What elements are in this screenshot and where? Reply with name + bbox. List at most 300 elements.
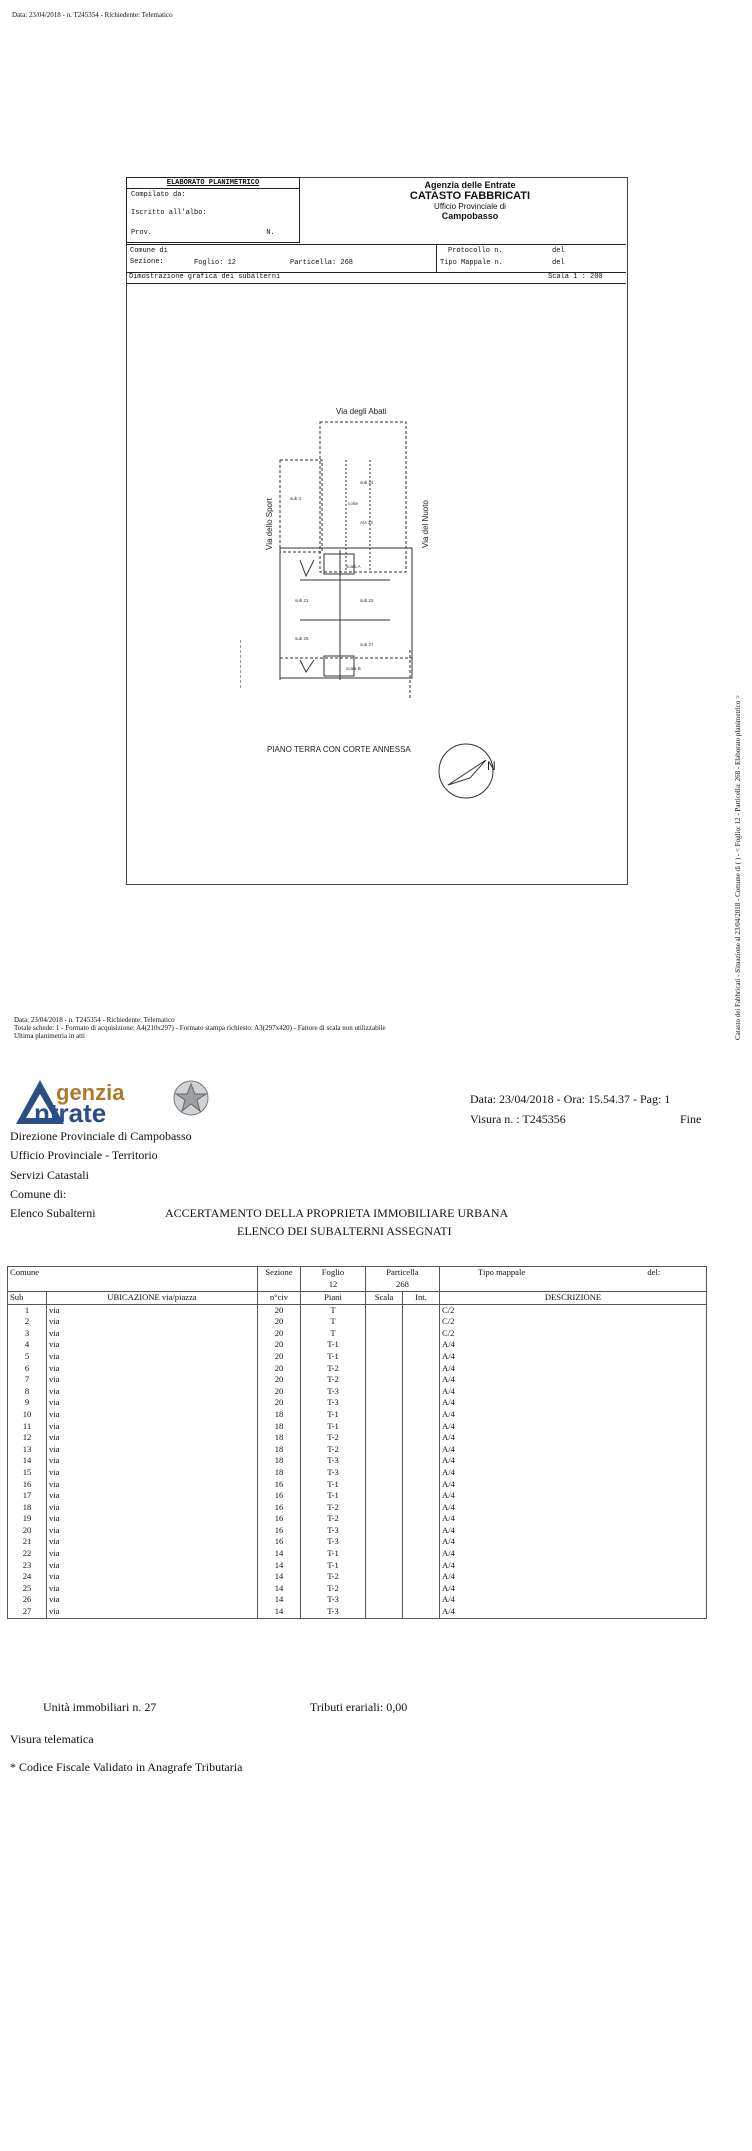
cell-descrizione: A/4 bbox=[440, 1432, 707, 1444]
cell-scala bbox=[366, 1316, 403, 1328]
cell-ubicazione: via bbox=[47, 1467, 258, 1479]
table-header-top bbox=[8, 1267, 707, 1292]
table-row bbox=[8, 1328, 707, 1340]
elaborato-title: ELABORATO PLANIMETRICO bbox=[127, 178, 299, 189]
cell-sub: 4 bbox=[8, 1339, 47, 1351]
th-foglio-label: Foglio bbox=[321, 1267, 345, 1277]
tipo-mappale-del: del bbox=[552, 259, 565, 267]
table-row bbox=[8, 1513, 707, 1525]
cell-descrizione: A/4 bbox=[440, 1502, 707, 1514]
col-civico: n°civ bbox=[269, 1292, 289, 1302]
cell-scala bbox=[366, 1386, 403, 1398]
cell-ubicazione: via bbox=[47, 1548, 258, 1560]
th-foglio bbox=[301, 1267, 366, 1292]
cell-descrizione: A/4 bbox=[440, 1467, 707, 1479]
cell-scala bbox=[366, 1606, 403, 1618]
cell-sub: 12 bbox=[8, 1432, 47, 1444]
th-del: del: bbox=[647, 1267, 661, 1277]
cell-civico: 20 bbox=[274, 1385, 284, 1396]
cell-descrizione: A/4 bbox=[440, 1536, 707, 1548]
cell-sub: 25 bbox=[8, 1583, 47, 1595]
cell-sub: 27 bbox=[8, 1606, 47, 1618]
comune-di: Comune di: bbox=[10, 1187, 67, 1201]
cell-scala bbox=[366, 1304, 403, 1316]
cell-descrizione: A/4 bbox=[440, 1606, 707, 1618]
cell-civico: 14 bbox=[274, 1548, 284, 1559]
tipo-mappale-label: Tipo Mappale n. bbox=[440, 259, 504, 267]
cell-descrizione: A/4 bbox=[440, 1444, 707, 1456]
cell-sub: 19 bbox=[8, 1513, 47, 1525]
table-row bbox=[8, 1536, 707, 1548]
cell-sub: 7 bbox=[8, 1374, 47, 1386]
cell-civico: 18 bbox=[274, 1455, 284, 1466]
cell-ubicazione: via bbox=[47, 1363, 258, 1375]
cell-piani: T-3 bbox=[301, 1525, 366, 1537]
visura-number: Visura n. : T245356 bbox=[470, 1112, 566, 1126]
cell-ubicazione: via bbox=[47, 1316, 258, 1328]
cell-int bbox=[403, 1536, 440, 1548]
table-row bbox=[8, 1409, 707, 1421]
cell-civico: 16 bbox=[274, 1536, 284, 1547]
cell-int bbox=[403, 1316, 440, 1328]
plan-footer-line3: Ultima planimetria in atti bbox=[14, 1032, 85, 1040]
cell-scala bbox=[366, 1444, 403, 1456]
cell-ubicazione: via bbox=[47, 1339, 258, 1351]
compilato-da: Compilato da: bbox=[131, 191, 186, 199]
cell-piani: T-1 bbox=[301, 1548, 366, 1560]
cell-int bbox=[403, 1490, 440, 1502]
accertamento-title: ACCERTAMENTO DELLA PROPRIETA IMMOBILIARE URBANA bbox=[165, 1206, 509, 1220]
room-label-4: A/4 22 bbox=[360, 520, 374, 525]
cell-int bbox=[403, 1304, 440, 1316]
cell-civico: 14 bbox=[274, 1594, 284, 1605]
catasto-title: CATASTO FABBRICATI bbox=[409, 190, 531, 202]
cell-scala bbox=[366, 1490, 403, 1502]
cell-piani: T-3 bbox=[301, 1606, 366, 1618]
plan-outline-top bbox=[320, 422, 406, 572]
elaborato-box bbox=[126, 177, 300, 243]
agenzia-entrate-logo bbox=[12, 1074, 212, 1130]
cell-descrizione: A/4 bbox=[440, 1374, 707, 1386]
cell-scala bbox=[366, 1513, 403, 1525]
col-descrizione: DESCRIZIONE bbox=[440, 1292, 707, 1305]
cell-civico: 20 bbox=[274, 1327, 284, 1338]
cell-civico: 18 bbox=[274, 1466, 284, 1477]
table-row bbox=[8, 1444, 707, 1456]
cell-descrizione: A/4 bbox=[440, 1583, 707, 1595]
table-row bbox=[8, 1363, 707, 1375]
cell-scala bbox=[366, 1421, 403, 1433]
vertical-side-text: Catasto dei Fabbricati - Situazione al 23/04/2018 - Comune di ( ) - < Foglio: 12 - Particella: 268 - Elaborato planimetrico > bbox=[734, 695, 742, 1040]
cell-scala bbox=[366, 1363, 403, 1375]
th-particella-value: 268 bbox=[396, 1278, 409, 1289]
cell-ubicazione: via bbox=[47, 1409, 258, 1421]
cell-scala bbox=[366, 1432, 403, 1444]
cell-piani: T-2 bbox=[301, 1444, 366, 1456]
cell-piani: T-3 bbox=[301, 1467, 366, 1479]
cell-civico: 20 bbox=[274, 1304, 284, 1315]
table-row bbox=[8, 1304, 707, 1316]
cell-piani: T-3 bbox=[301, 1397, 366, 1409]
cell-int bbox=[403, 1479, 440, 1491]
cell-piani: T-3 bbox=[301, 1386, 366, 1398]
cell-sub: 5 bbox=[8, 1351, 47, 1363]
table-row bbox=[8, 1467, 707, 1479]
cell-sub: 15 bbox=[8, 1467, 47, 1479]
n-label: N. bbox=[266, 229, 275, 237]
protocollo-del: del bbox=[552, 247, 565, 255]
sezione-label: Sezione: bbox=[130, 258, 164, 266]
table-row bbox=[8, 1421, 707, 1433]
cell-piani: T bbox=[301, 1328, 366, 1340]
room-label-6: sub 21 bbox=[295, 598, 309, 603]
cell-int bbox=[403, 1363, 440, 1375]
cell-descrizione: A/4 bbox=[440, 1363, 707, 1375]
cell-int bbox=[403, 1397, 440, 1409]
cell-ubicazione: via bbox=[47, 1513, 258, 1525]
cell-piani: T-3 bbox=[301, 1455, 366, 1467]
tributi-erariali: Tributi erariali: 0,00 bbox=[310, 1700, 408, 1714]
col-int: Int. bbox=[403, 1292, 440, 1305]
col-sub: Sub bbox=[8, 1292, 47, 1305]
cell-piani: T-2 bbox=[301, 1513, 366, 1525]
logo-word-top: genzia bbox=[56, 1080, 125, 1105]
fine-label: Fine bbox=[680, 1112, 702, 1126]
cell-descrizione: C/2 bbox=[440, 1316, 707, 1328]
cell-int bbox=[403, 1548, 440, 1560]
cell-ubicazione: via bbox=[47, 1536, 258, 1548]
cell-ubicazione: via bbox=[47, 1397, 258, 1409]
north-label: N bbox=[487, 759, 496, 773]
dimostrazione-label: Dimostrazione grafica dei subalterni bbox=[129, 273, 281, 281]
table-body bbox=[8, 1304, 707, 1618]
cell-civico: 16 bbox=[274, 1524, 284, 1535]
cell-piani: T-1 bbox=[301, 1479, 366, 1491]
cell-descrizione: A/4 bbox=[440, 1386, 707, 1398]
room-label-1: sub 24 bbox=[360, 480, 374, 485]
cell-sub: 16 bbox=[8, 1479, 47, 1491]
cell-scala bbox=[366, 1525, 403, 1537]
cell-ubicazione: via bbox=[47, 1606, 258, 1618]
direzione-provinciale: Direzione Provinciale di Campobasso bbox=[10, 1129, 192, 1143]
logo-word-bottom: ntrate bbox=[34, 1098, 107, 1128]
cell-int bbox=[403, 1409, 440, 1421]
codice-fiscale-note: * Codice Fiscale Validato in Anagrafe Tributaria bbox=[10, 1760, 243, 1774]
table-row bbox=[8, 1374, 707, 1386]
cell-piani: T-1 bbox=[301, 1339, 366, 1351]
cell-scala bbox=[366, 1571, 403, 1583]
cell-sub: 26 bbox=[8, 1594, 47, 1606]
scala-label: Scala 1 : 200 bbox=[548, 273, 603, 281]
plan-footer-line1: Data: 23/04/2018 - n. T245354 - Richiedente: Telematico bbox=[14, 1016, 175, 1024]
cell-descrizione: C/2 bbox=[440, 1328, 707, 1340]
table-row bbox=[8, 1571, 707, 1583]
cell-sub: 10 bbox=[8, 1409, 47, 1421]
table-row bbox=[8, 1386, 707, 1398]
table-row bbox=[8, 1432, 707, 1444]
cell-int bbox=[403, 1525, 440, 1537]
cell-ubicazione: via bbox=[47, 1304, 258, 1316]
table-row bbox=[8, 1316, 707, 1328]
cell-piani: T-1 bbox=[301, 1490, 366, 1502]
cell-piani: T-2 bbox=[301, 1583, 366, 1595]
cell-civico: 20 bbox=[274, 1339, 284, 1350]
th-tipo-del bbox=[440, 1267, 707, 1292]
cell-ubicazione: via bbox=[47, 1328, 258, 1340]
servizi-catastali: Servizi Catastali bbox=[10, 1168, 89, 1182]
th-particella-label: Particella bbox=[386, 1267, 419, 1277]
cell-int bbox=[403, 1421, 440, 1433]
plan-footer bbox=[14, 1016, 386, 1040]
cell-descrizione: A/4 bbox=[440, 1560, 707, 1572]
table-row bbox=[8, 1583, 707, 1595]
cell-scala bbox=[366, 1548, 403, 1560]
cell-ubicazione: via bbox=[47, 1490, 258, 1502]
cell-ubicazione: via bbox=[47, 1525, 258, 1537]
cell-civico: 14 bbox=[274, 1606, 284, 1617]
col-scala: Scala bbox=[366, 1292, 403, 1305]
cell-scala bbox=[366, 1583, 403, 1595]
cell-ubicazione: via bbox=[47, 1583, 258, 1595]
room-label-8: sub 26 bbox=[295, 636, 309, 641]
elenco-subalterni: Elenco Subalterni bbox=[10, 1206, 96, 1220]
subalterni-table bbox=[7, 1266, 707, 1619]
date-line: Data: 23/04/2018 - Ora: 15.54.37 - Pag: 1 bbox=[470, 1092, 671, 1106]
cell-piani: T-1 bbox=[301, 1409, 366, 1421]
cell-civico: 18 bbox=[274, 1408, 284, 1419]
dimostrazione-bar bbox=[126, 271, 626, 284]
cell-int bbox=[403, 1432, 440, 1444]
table-row bbox=[8, 1455, 707, 1467]
ufficio-provinciale-territorio: Ufficio Provinciale - Territorio bbox=[10, 1148, 158, 1162]
table-row bbox=[8, 1397, 707, 1409]
cell-sub: 11 bbox=[8, 1421, 47, 1433]
cell-civico: 16 bbox=[274, 1513, 284, 1524]
cell-sub: 18 bbox=[8, 1502, 47, 1514]
cell-descrizione: A/4 bbox=[440, 1351, 707, 1363]
cell-civico: 14 bbox=[274, 1571, 284, 1582]
cell-piani: T-3 bbox=[301, 1594, 366, 1606]
cell-piani: T-2 bbox=[301, 1571, 366, 1583]
cell-scala bbox=[366, 1502, 403, 1514]
agency-name: Agenzia delle Entrate bbox=[424, 180, 516, 190]
cell-int bbox=[403, 1351, 440, 1363]
cell-piani: T-1 bbox=[301, 1560, 366, 1572]
cell-civico: 20 bbox=[274, 1350, 284, 1361]
table-column-headers bbox=[8, 1292, 707, 1305]
th-tipo-mappale: Tipo mappale bbox=[478, 1267, 526, 1277]
piano-terra-label: PIANO TERRA CON CORTE ANNESSA bbox=[267, 745, 411, 754]
cell-ubicazione: via bbox=[47, 1374, 258, 1386]
cell-ubicazione: via bbox=[47, 1594, 258, 1606]
th-sezione: Sezione bbox=[258, 1267, 301, 1292]
via-abati-label: Via degli Abati bbox=[336, 407, 387, 416]
cell-civico: 16 bbox=[274, 1478, 284, 1489]
cell-int bbox=[403, 1606, 440, 1618]
north-arrow-icon bbox=[439, 744, 496, 798]
cell-descrizione: A/4 bbox=[440, 1455, 707, 1467]
cell-civico: 20 bbox=[274, 1374, 284, 1385]
col-ubicazione: UBICAZIONE via/piazza bbox=[47, 1292, 258, 1305]
cell-civico: 18 bbox=[274, 1443, 284, 1454]
cell-descrizione: A/4 bbox=[440, 1397, 707, 1409]
emblem-icon bbox=[172, 1078, 210, 1120]
cell-scala bbox=[366, 1536, 403, 1548]
cell-ubicazione: via bbox=[47, 1455, 258, 1467]
cell-sub: 3 bbox=[8, 1328, 47, 1340]
cell-int bbox=[403, 1386, 440, 1398]
cell-scala bbox=[366, 1479, 403, 1491]
cell-descrizione: A/4 bbox=[440, 1513, 707, 1525]
prov-row bbox=[127, 227, 299, 239]
cell-int bbox=[403, 1339, 440, 1351]
cell-scala bbox=[366, 1374, 403, 1386]
cell-descrizione: A/4 bbox=[440, 1525, 707, 1537]
table-row bbox=[8, 1490, 707, 1502]
cell-sub: 23 bbox=[8, 1560, 47, 1572]
cell-civico: 14 bbox=[274, 1582, 284, 1593]
col-piani: Piani bbox=[301, 1292, 366, 1305]
foglio-label: Foglio: 12 bbox=[194, 259, 237, 267]
table-row bbox=[8, 1560, 707, 1572]
cell-int bbox=[403, 1444, 440, 1456]
cell-scala bbox=[366, 1351, 403, 1363]
cell-piani: T bbox=[301, 1316, 366, 1328]
cell-descrizione: A/4 bbox=[440, 1409, 707, 1421]
th-particella bbox=[366, 1267, 440, 1292]
unita-immobiliari: Unità immobiliari n. 27 bbox=[43, 1700, 157, 1714]
table-row bbox=[8, 1548, 707, 1560]
particella-label: Particella: 268 bbox=[290, 259, 354, 267]
cell-ubicazione: via bbox=[47, 1571, 258, 1583]
cell-scala bbox=[366, 1328, 403, 1340]
protocollo-label: Protocollo n. bbox=[448, 247, 503, 255]
cell-sub: 14 bbox=[8, 1455, 47, 1467]
room-label-5: scala A bbox=[346, 564, 361, 569]
table-row bbox=[8, 1502, 707, 1514]
cell-piani: T bbox=[301, 1304, 366, 1316]
cell-scala bbox=[366, 1594, 403, 1606]
cell-descrizione: A/4 bbox=[440, 1339, 707, 1351]
visura-telematica: Visura telematica bbox=[10, 1732, 94, 1746]
cell-int bbox=[403, 1513, 440, 1525]
cell-ubicazione: via bbox=[47, 1432, 258, 1444]
cell-sub: 17 bbox=[8, 1490, 47, 1502]
th-comune: Comune bbox=[8, 1267, 258, 1292]
cell-scala bbox=[366, 1455, 403, 1467]
cell-sub: 9 bbox=[8, 1397, 47, 1409]
cell-sub: 13 bbox=[8, 1444, 47, 1456]
cell-scala bbox=[366, 1339, 403, 1351]
cell-descrizione: A/4 bbox=[440, 1479, 707, 1491]
th-foglio-value: 12 bbox=[328, 1278, 338, 1289]
prov-label: Prov. bbox=[131, 229, 153, 237]
cell-ubicazione: via bbox=[47, 1560, 258, 1572]
cell-civico: 18 bbox=[274, 1420, 284, 1431]
cell-sub: 22 bbox=[8, 1548, 47, 1560]
cell-civico: 14 bbox=[274, 1559, 284, 1570]
room-label-7: sub 22 bbox=[360, 598, 374, 603]
cell-int bbox=[403, 1467, 440, 1479]
table-row bbox=[8, 1606, 707, 1618]
cell-civico: 20 bbox=[274, 1362, 284, 1373]
cell-ubicazione: via bbox=[47, 1502, 258, 1514]
cell-ubicazione: via bbox=[47, 1386, 258, 1398]
info-bar bbox=[126, 244, 626, 273]
cell-piani: T-3 bbox=[301, 1536, 366, 1548]
cell-int bbox=[403, 1328, 440, 1340]
iscritto-albo: Iscritto all'albo: bbox=[131, 209, 207, 217]
cell-descrizione: A/4 bbox=[440, 1571, 707, 1583]
room-label-3: corte bbox=[348, 501, 359, 506]
cell-ubicazione: via bbox=[47, 1479, 258, 1491]
cell-civico: 18 bbox=[274, 1432, 284, 1443]
cell-sub: 1 bbox=[8, 1304, 47, 1316]
cell-piani: T-2 bbox=[301, 1432, 366, 1444]
room-label-10: scala B bbox=[346, 666, 361, 671]
cell-sub: 20 bbox=[8, 1525, 47, 1537]
cell-civico: 20 bbox=[274, 1316, 284, 1327]
cell-int bbox=[403, 1502, 440, 1514]
cell-int bbox=[403, 1374, 440, 1386]
cell-piani: T-2 bbox=[301, 1363, 366, 1375]
plan-footer-line2: Totale schede: 1 - Formato di acquisizione: A4(210x297) - Formato stampa richiesto: A3(297x420) - Fattore di scala non utilizzabile bbox=[14, 1024, 386, 1032]
cell-ubicazione: via bbox=[47, 1351, 258, 1363]
room-label-2: sub 3 bbox=[290, 496, 302, 501]
cell-int bbox=[403, 1583, 440, 1595]
elenco-title: ELENCO DEI SUBALTERNI ASSEGNATI bbox=[237, 1224, 452, 1238]
cell-sub: 21 bbox=[8, 1536, 47, 1548]
ufficio-provinciale: Ufficio Provinciale di bbox=[434, 202, 506, 211]
cell-int bbox=[403, 1455, 440, 1467]
table-row bbox=[8, 1479, 707, 1491]
table-row bbox=[8, 1525, 707, 1537]
cell-sub: 2 bbox=[8, 1316, 47, 1328]
cell-piani: T-2 bbox=[301, 1502, 366, 1514]
cell-descrizione: A/4 bbox=[440, 1548, 707, 1560]
cell-descrizione: A/4 bbox=[440, 1490, 707, 1502]
floor-plan-drawing bbox=[240, 400, 530, 820]
document-header: Data: 23/04/2018 - n. T245354 - Richiedente: Telematico bbox=[12, 11, 173, 19]
table-row bbox=[8, 1594, 707, 1606]
cell-descrizione: A/4 bbox=[440, 1594, 707, 1606]
ufficio-city: Campobasso bbox=[441, 211, 499, 221]
cell-int bbox=[403, 1594, 440, 1606]
cell-descrizione: C/2 bbox=[440, 1304, 707, 1316]
cell-sub: 24 bbox=[8, 1571, 47, 1583]
cell-civico: 16 bbox=[274, 1501, 284, 1512]
cell-ubicazione: via bbox=[47, 1421, 258, 1433]
cell-sub: 8 bbox=[8, 1386, 47, 1398]
agency-block bbox=[330, 180, 610, 221]
cell-int bbox=[403, 1560, 440, 1572]
cell-civico: 16 bbox=[274, 1490, 284, 1501]
via-nuoto-label: Via del Nuoto bbox=[421, 500, 430, 548]
cell-ubicazione: via bbox=[47, 1444, 258, 1456]
cell-piani: T-1 bbox=[301, 1421, 366, 1433]
table-row bbox=[8, 1351, 707, 1363]
cell-piani: T-2 bbox=[301, 1374, 366, 1386]
cell-scala bbox=[366, 1397, 403, 1409]
cell-sub: 6 bbox=[8, 1363, 47, 1375]
cell-civico: 20 bbox=[274, 1397, 284, 1408]
comune-label: Comune di bbox=[130, 247, 168, 255]
cell-scala bbox=[366, 1560, 403, 1572]
cell-scala bbox=[366, 1409, 403, 1421]
cell-descrizione: A/4 bbox=[440, 1421, 707, 1433]
cell-scala bbox=[366, 1467, 403, 1479]
cell-int bbox=[403, 1571, 440, 1583]
